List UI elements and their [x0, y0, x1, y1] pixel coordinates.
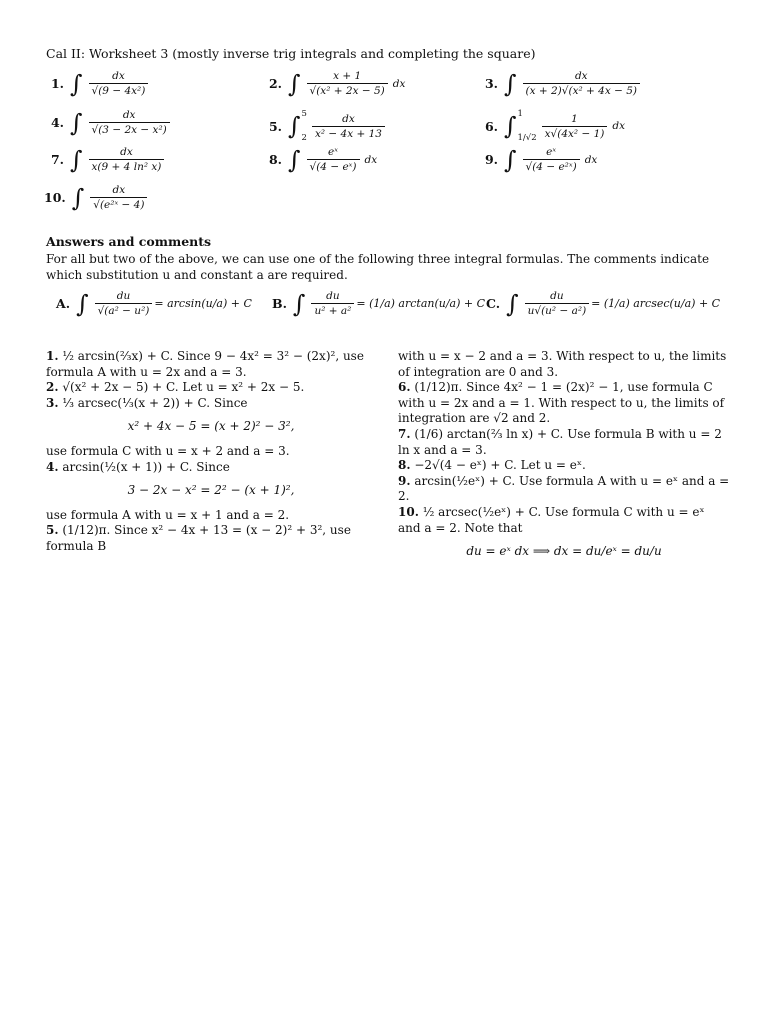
numerator: du — [116, 290, 131, 302]
display-equation: du = eˣ dx ⟹ dx = du/eˣ = du/u — [466, 544, 662, 559]
integrand-fraction — [89, 70, 149, 97]
denominator: x(9 + 4 ln² x) — [89, 159, 165, 173]
formula-label: B. — [272, 296, 287, 311]
integral-sign: ∫ — [504, 112, 517, 140]
numerator: dx — [112, 184, 126, 196]
answer-7 — [398, 427, 730, 458]
differential: dx — [584, 153, 598, 166]
numerator: eˣ — [546, 146, 557, 158]
answer-number: 7. — [398, 426, 411, 441]
display-equation: 3 − 2x − x² = 2² − (x + 1)², — [127, 483, 295, 498]
problem-number: 4. — [50, 115, 64, 130]
answer-number: 1. — [46, 349, 59, 363]
differential: dx — [392, 77, 406, 90]
worksheet-title: Cal II: Worksheet 3 (mostly inverse trig integrals and completing the square) — [46, 46, 536, 61]
answers-left-column — [46, 349, 376, 555]
problem-2 — [268, 70, 405, 97]
denominator: √(x² + 2x − 5) — [307, 83, 388, 97]
denominator: u² + a² — [311, 303, 354, 317]
numerator: du — [326, 290, 340, 302]
numerator: dx — [342, 112, 355, 125]
integrand-fraction — [307, 146, 360, 173]
answer-10 — [398, 505, 730, 536]
answer-number: 2. — [46, 380, 59, 395]
formula-rhs: = (1/a) arctan(u/a) + C — [356, 297, 486, 310]
denominator: √(4 − e²ˣ) — [523, 159, 580, 173]
integral-sign: ∫ — [288, 145, 301, 174]
denominator: √(a² − u²) — [95, 303, 153, 317]
problem-4 — [50, 109, 172, 136]
problem-8 — [268, 146, 377, 173]
denominator: u√(u² − a²) — [525, 303, 590, 317]
problem-9 — [484, 146, 597, 173]
problem-7 — [50, 146, 166, 173]
formula-fraction — [95, 290, 153, 317]
formula-a — [56, 290, 252, 317]
answer-text: ½ arcsin(⅔x) + C. Since 9 − 4x² = 3² − (2x)², use formula A with u = 2x and a = 3. — [46, 349, 364, 379]
integral-sign: ∫ — [506, 289, 519, 318]
formula-label: A. — [56, 296, 71, 311]
numerator: dx — [122, 109, 136, 121]
denominator: x√(4x² − 1) — [542, 126, 608, 140]
integrand-fraction — [523, 70, 641, 97]
answers-right-column — [398, 349, 730, 569]
formula-rhs: = arcsin(u/a) + C — [154, 297, 252, 310]
answer-text: (1/12)π. Since x² − 4x + 13 = (x − 2)² + 3², use formula B — [46, 523, 351, 553]
denominator: √(4 − eˣ) — [307, 159, 360, 173]
denominator: √(9 − 4x²) — [89, 83, 149, 97]
answer-number: 4. — [46, 459, 59, 474]
problem-number: 5. — [268, 118, 282, 134]
problem-number: 3. — [484, 76, 498, 91]
problem-number: 9. — [484, 152, 498, 167]
upper-limit: 1 — [517, 109, 523, 119]
answer-number: 8. — [398, 458, 411, 473]
denominator: √(e²ˣ − 4) — [90, 197, 147, 211]
integral-sign: ∫ — [70, 145, 83, 174]
denominator: x² − 4x + 13 — [312, 126, 385, 140]
answer-number: 9. — [398, 473, 411, 488]
answer-3 — [46, 396, 376, 412]
problem-3 — [484, 70, 642, 97]
integrand-fraction — [307, 70, 388, 97]
numerator: eˣ — [328, 146, 338, 158]
integrand-fraction — [89, 146, 165, 173]
problem-1 — [50, 70, 150, 97]
integral-sign: ∫ — [76, 289, 89, 318]
problem-number: 6. — [484, 118, 498, 134]
answer-4-cont: use formula A with u = x + 1 and a = 2. — [46, 507, 290, 522]
integral-sign: ∫ — [504, 69, 517, 98]
formula-b — [272, 290, 485, 317]
answer-5-cont: with u = x − 2 and a = 3. With respect to u, the limits of integration are 0 and 3. — [398, 349, 727, 379]
formula-fraction — [525, 290, 590, 317]
integrand-fraction — [312, 113, 385, 140]
answer-8 — [398, 458, 730, 474]
numerator: 1 — [571, 112, 578, 125]
problem-number: 1. — [50, 76, 64, 91]
problem-6 — [484, 109, 625, 143]
answer-text: ½ arcsec(½eˣ) + C. Use formula C with u = eˣ and a = 2. Note that — [398, 504, 705, 535]
answer-9 — [398, 474, 730, 505]
formula-c — [486, 290, 720, 317]
answer-text: (1/6) arctan(⅔ ln x) + C. Use formula B with u = 2 ln x and a = 3. — [398, 426, 722, 457]
problem-number: 7. — [50, 152, 64, 167]
numerator: dx — [574, 70, 588, 82]
answer-text: (1/12)π. Since 4x² − 1 = (2x)² − 1, use formula C with u = 2x and a = 1. With respect to u, the limits of integration are √2 and 2. — [398, 380, 725, 426]
answer-number: 10. — [398, 504, 419, 519]
answer-2 — [46, 380, 376, 396]
integrand-fraction — [523, 146, 580, 173]
answer-text: √(x² + 2x − 5) + C. Let u = x² + 2x − 5. — [62, 380, 305, 395]
lower-limit: 2 — [301, 133, 307, 143]
integration-limits — [518, 109, 537, 143]
integral-sign: ∫ — [70, 108, 83, 137]
answer-6 — [398, 380, 730, 427]
integrand-fraction — [90, 184, 147, 211]
differential: dx — [612, 120, 626, 132]
answers-heading: Answers and comments — [46, 234, 212, 249]
answer-text: arcsin(½(x + 1)) + C. Since — [62, 459, 230, 474]
display-equation: x² + 4x − 5 = (x + 2)² − 3², — [127, 419, 295, 434]
problem-5 — [268, 109, 387, 143]
answer-text: ⅓ arcsec(⅓(x + 2)) + C. Since — [62, 395, 248, 410]
integral-sign: ∫ — [288, 69, 301, 98]
integral-sign: ∫ — [292, 289, 306, 318]
differential: dx — [364, 153, 378, 166]
problem-10 — [44, 184, 149, 211]
answer-text: −2√(4 − eˣ) + C. Let u = eˣ. — [414, 458, 586, 473]
answer-3-cont: use formula C with u = x + 2 and a = 3. — [46, 443, 290, 458]
answer-number: 5. — [46, 523, 59, 538]
integrand-fraction — [89, 109, 170, 136]
answer-4 — [46, 460, 376, 476]
lower-limit: 1/√2 — [517, 133, 537, 143]
answers-intro: For all but two of the above, we can use one of the following three integral formulas. The comments indicate which substitution u and constant a are required. — [46, 252, 710, 282]
answer-text: arcsin(½eˣ) + C. Use formula A with u = eˣ and a = 2. — [398, 473, 730, 504]
integral-sign: ∫ — [70, 69, 83, 98]
denominator: √(3 − 2x − x²) — [89, 122, 170, 136]
problem-number: 2. — [268, 76, 282, 91]
answer-5 — [46, 523, 376, 554]
integral-sign: ∫ — [288, 112, 301, 140]
numerator: x + 1 — [333, 70, 362, 82]
problem-number: 8. — [268, 152, 282, 167]
integral-sign: ∫ — [504, 145, 517, 174]
numerator: du — [550, 290, 564, 302]
formula-rhs: = (1/a) arcsec(u/a) + C — [591, 297, 721, 310]
integration-limits — [302, 109, 307, 143]
integral-sign: ∫ — [71, 183, 85, 212]
answer-1 — [46, 349, 376, 380]
answer-number: 6. — [398, 380, 411, 395]
integrand-fraction — [542, 113, 608, 140]
problem-number: 10. — [44, 190, 66, 205]
formula-label: C. — [486, 296, 501, 311]
numerator: dx — [120, 146, 133, 158]
upper-limit: 5 — [301, 109, 307, 119]
formula-fraction — [311, 290, 354, 317]
numerator: dx — [112, 70, 125, 82]
answer-number: 3. — [46, 395, 59, 410]
denominator: (x + 2)√(x² + 4x − 5) — [523, 83, 641, 97]
